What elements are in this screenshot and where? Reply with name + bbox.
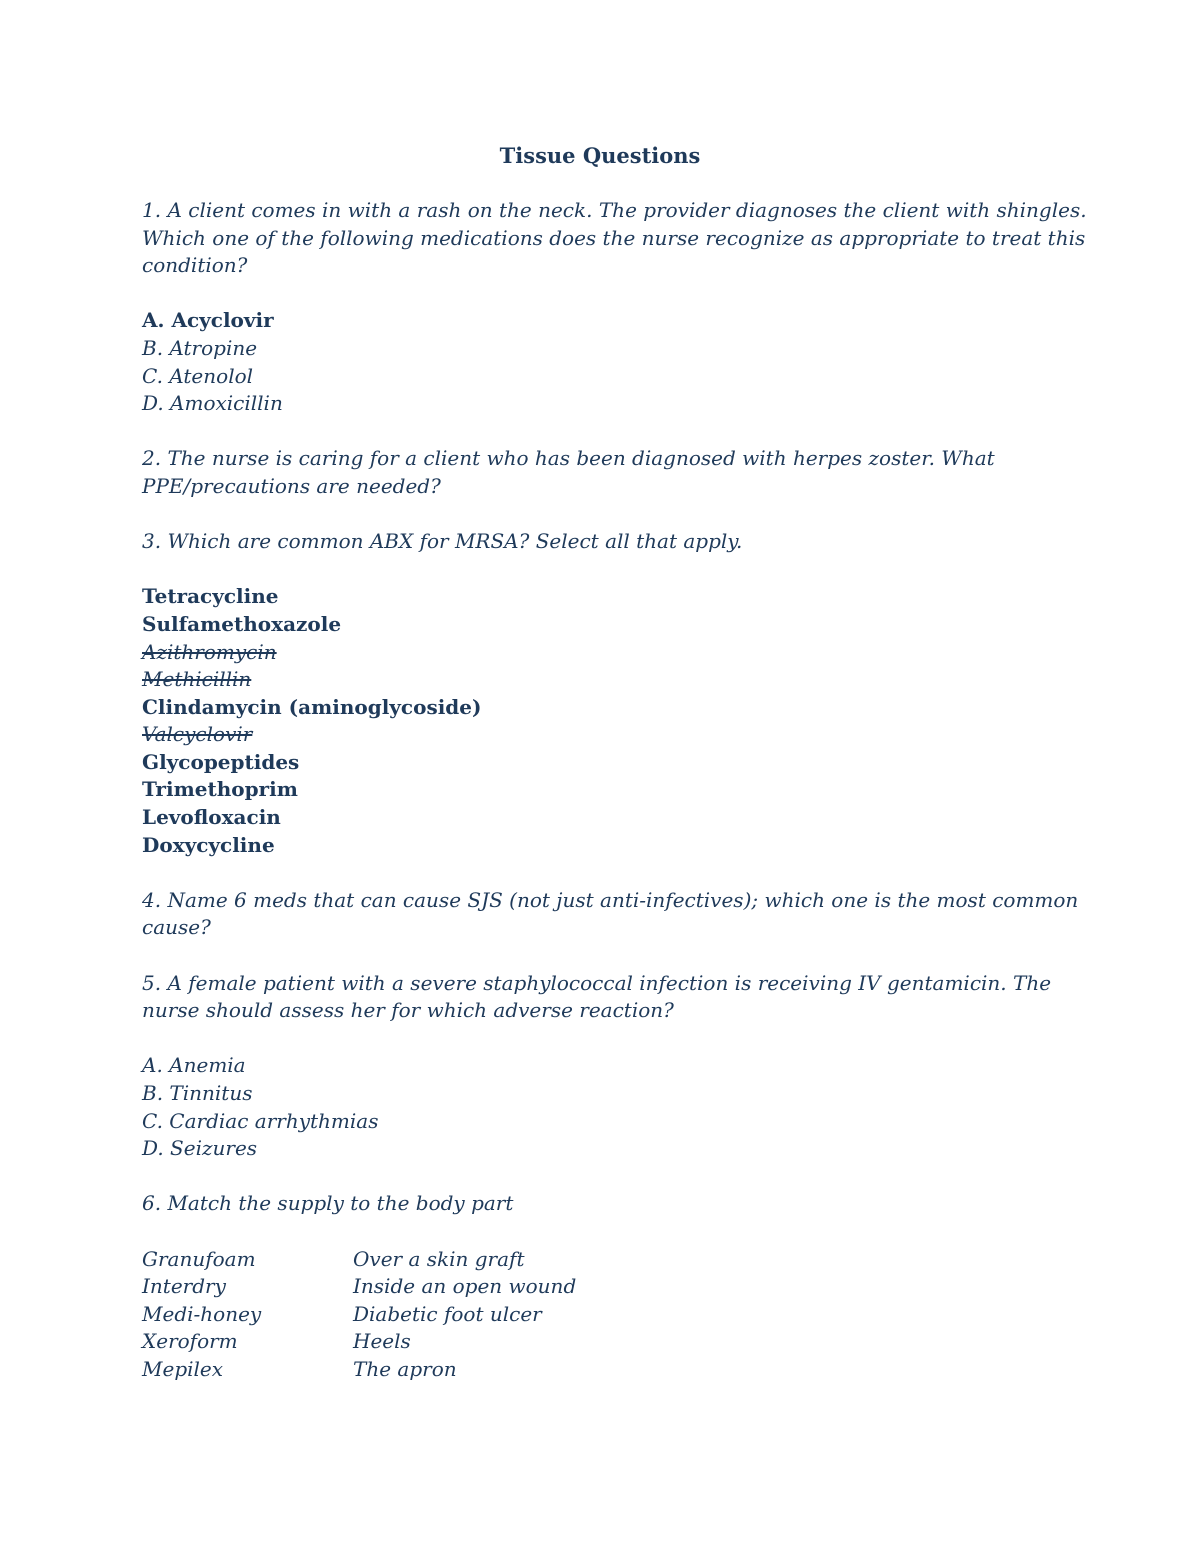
document-body	[142, 197, 1087, 1384]
question-5-line: 5. A female patient with a severe staphylococcal infection is receiving IV gentamicin. The	[142, 970, 1052, 995]
question-4	[142, 887, 1079, 942]
spacer	[142, 418, 1062, 446]
question-3-options	[142, 583, 1062, 859]
question-4-line: 4. Name 6 meds that can cause SJS (not just anti-infectives); which one is the most common	[142, 887, 1079, 912]
question-3-option-struck: Azithromycin	[142, 639, 277, 664]
question-1	[142, 197, 1087, 280]
spacer	[142, 942, 1062, 970]
match-body-part: Heels	[353, 1329, 411, 1354]
question-2	[142, 445, 1062, 500]
spacer	[142, 1163, 1062, 1191]
question-5-line: nurse should assess her for which adverse reaction?	[142, 998, 674, 1023]
question-3-option-selected: Tetracycline	[142, 584, 279, 609]
match-body-part: The apron	[353, 1356, 457, 1381]
question-1-option-correct: A. Acyclovir	[142, 308, 274, 333]
question-1-line: condition?	[142, 253, 248, 278]
match-row	[142, 1273, 1062, 1301]
question-5	[142, 970, 1062, 1025]
match-body-part: Diabetic foot ulcer	[353, 1301, 542, 1326]
question-3-option-struck: Methicillin	[142, 667, 252, 692]
match-supply: Xeroform	[142, 1329, 238, 1354]
question-6-line: 6. Match the supply to the body part	[142, 1191, 514, 1216]
question-6-match-table	[142, 1246, 1062, 1384]
match-row	[142, 1356, 1062, 1384]
match-row	[142, 1301, 1062, 1329]
question-3	[142, 528, 1062, 556]
question-3-option-selected: Sulfamethoxazole	[142, 611, 342, 636]
spacer	[142, 859, 1062, 887]
question-2-line: PPE/precautions are needed?	[142, 473, 441, 498]
match-supply: Mepilex	[142, 1356, 224, 1381]
question-1-option: B. Atropine	[142, 335, 258, 360]
spacer	[142, 1025, 1062, 1053]
match-body-part: Over a skin graft	[353, 1246, 525, 1271]
question-5-option: C. Cardiac arrhythmias	[142, 1108, 379, 1133]
question-4-line: cause?	[142, 915, 211, 940]
question-6	[142, 1190, 1062, 1218]
match-row	[142, 1328, 1062, 1356]
question-1-option: D. Amoxicillin	[142, 391, 283, 416]
question-5-option: A. Anemia	[142, 1053, 246, 1078]
question-3-option-selected: Clindamycin (aminoglycoside)	[142, 694, 482, 719]
question-3-option-selected: Levofloxacin	[142, 805, 281, 830]
spacer	[142, 556, 1062, 584]
question-3-line: 3. Which are common ABX for MRSA? Select all that apply.	[142, 529, 743, 554]
document-title: Tissue Questions	[499, 143, 701, 168]
spacer	[142, 280, 1062, 308]
match-supply: Medi-honey	[142, 1301, 262, 1326]
spacer	[142, 1218, 1062, 1246]
question-3-option-selected: Doxycycline	[142, 832, 275, 857]
question-3-option-selected: Trimethoprim	[142, 777, 298, 802]
question-5-option: B. Tinnitus	[142, 1081, 253, 1105]
question-1-option: C. Atenolol	[142, 363, 254, 388]
question-3-option-selected: Glycopeptides	[142, 749, 300, 774]
match-supply: Granufoam	[142, 1246, 256, 1271]
question-1-line: Which one of the following medications does the nurse recognize as appropriate to treat this	[142, 225, 1086, 250]
question-1-line: 1. A client comes in with a rash on the neck. The provider diagnoses the client with shingles.	[142, 198, 1087, 222]
question-5-options	[142, 1052, 1062, 1162]
spacer	[142, 501, 1062, 529]
question-1-options	[142, 307, 1062, 417]
question-2-line: 2. The nurse is caring for a client who has been diagnosed with herpes zoster. What	[142, 446, 995, 471]
question-3-option-struck: Valcyclovir	[142, 722, 253, 747]
match-supply: Interdry	[142, 1274, 226, 1299]
match-body-part: Inside an open wound	[353, 1274, 577, 1299]
question-5-option: D. Seizures	[142, 1136, 258, 1161]
match-row	[142, 1246, 1062, 1274]
